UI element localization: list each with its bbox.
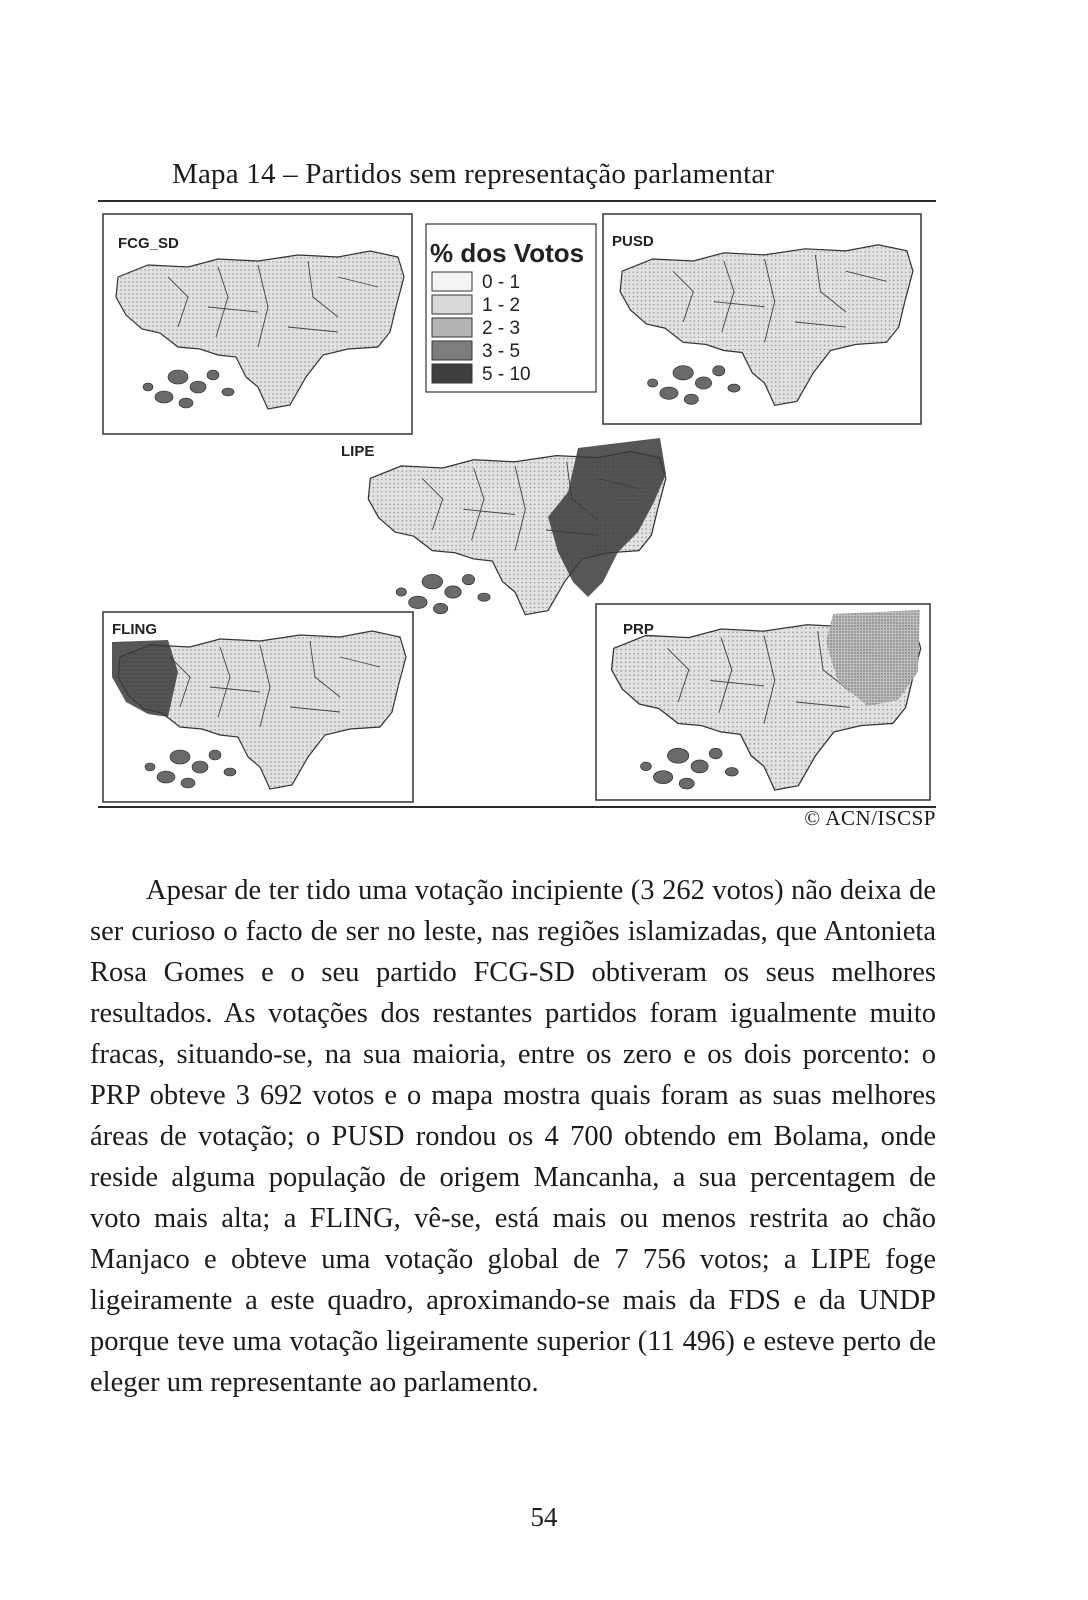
figure-map-panel [98,200,936,808]
map-label-lipe: LIPE [341,443,375,460]
map-prp [596,604,930,800]
legend-title: % dos Votos [430,238,585,268]
map-fling [103,612,413,802]
map-fcg-sd [103,214,412,434]
legend-swatch [432,341,472,360]
legend-swatch [432,272,472,291]
legend-label: 2 - 3 [482,318,521,339]
map-label-fcg-sd: FCG_SD [118,235,179,252]
paragraph: Apesar de ter tido uma votação incipiente (3 262 votos) não deixa de ser curioso o facto de ser no leste, nas regiões islamizadas, que Antonieta Rosa Gomes e o seu partido FCG-SD obtiveram os seus melhores resultados. As votações dos restantes partidos foram igualmente muito fracas, situando-se, na sua maioria, entre os zero e os dois porcento: o PRP obteve 3 692 votos e o mapa mostra quais foram as suas melhores áreas de votação; o PUSD rondou os 4 700 obtendo em Bolama, onde reside alguma população de origem Mancanha, a sua percentagem de voto mais alta; a FLING, vê-se, está mais ou menos restrita ao chão Manjaco e obteve uma votação global de 7 756 votos; a LIPE foge ligeiramente a este quadro, aproximando-se mais da FDS e da UNDP porque teve uma votação ligeiramente superior (11 496) e esteve perto de eleger um representante ao parlamento. [90,875,936,1398]
map-label-pusd: PUSD [612,233,654,250]
map-pusd [603,214,921,424]
legend-label: 5 - 10 [482,364,531,385]
legend-swatch [432,364,472,383]
legend-label: 1 - 2 [482,295,521,316]
legend-swatch [432,318,472,337]
body-text [90,870,936,1403]
legend-label: 0 - 1 [482,272,521,293]
figure-title: Mapa 14 – Partidos sem representação parlamentar [172,158,775,190]
legend [426,224,596,392]
map-lipe [341,438,666,615]
legend-label: 3 - 5 [482,341,521,362]
legend-swatch [432,295,472,314]
map-label-fling: FLING [112,621,157,638]
map-label-prp: PRP [623,621,654,638]
page-number: 54 [530,1502,558,1532]
figure-credit: © ACN/ISCSP [804,806,936,830]
